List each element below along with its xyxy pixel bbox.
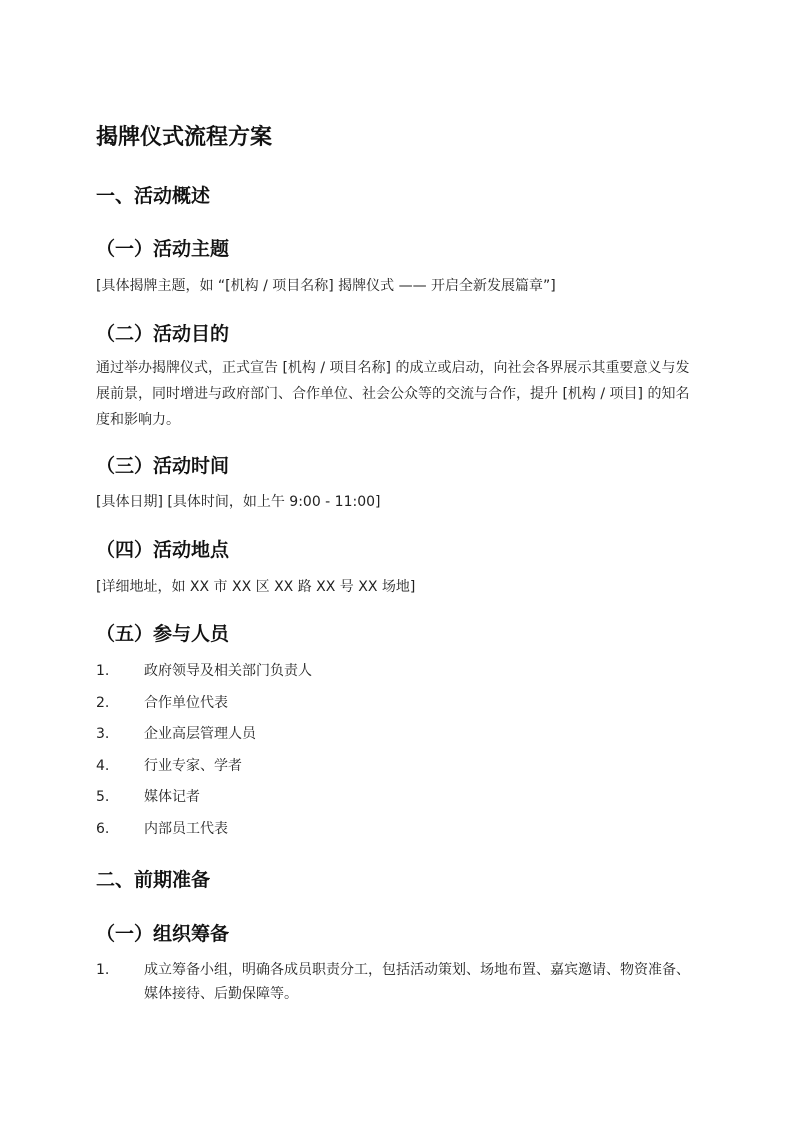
subsection-heading-theme: （一）活动主题 [96, 238, 230, 260]
paragraph-time: [具体日期] [具体时间，如上午 9:00 - 11:00] [96, 494, 381, 510]
subsection-heading-purpose: （二）活动目的 [96, 323, 230, 345]
list-item [96, 751, 702, 783]
subsection-heading-time: （三）活动时间 [96, 455, 230, 477]
list-item-number: 1. [96, 962, 110, 978]
list-item-text: 媒体记者 [144, 789, 200, 806]
section-heading-preparation: 二、前期准备 [96, 869, 211, 891]
section-heading-overview: 一、活动概述 [96, 185, 211, 207]
subsection-heading-location: （四）活动地点 [96, 539, 230, 561]
list-item [96, 958, 702, 1006]
list-item-text: 政府领导及相关部门负责人 [144, 663, 312, 679]
list-item [96, 719, 702, 751]
organization-list [96, 958, 702, 1006]
list-item [96, 656, 702, 688]
list-item [96, 782, 702, 814]
list-item-number: 5. [96, 789, 110, 806]
list-item-number: 1. [96, 663, 110, 679]
list-item-text: 行业专家、学者 [144, 757, 242, 774]
paragraph-location: [详细地址，如 XX 市 XX 区 XX 路 XX 号 XX 场地] [96, 579, 416, 595]
list-item-number: 2. [96, 694, 110, 711]
subsection-heading-organization: （一）组织筹备 [96, 923, 230, 945]
subsection-heading-participants: （五）参与人员 [96, 623, 230, 645]
list-item-text: 成立筹备小组，明确各成员职责分工，包括活动策划、场地布置、嘉宾邀请、物资准备、媒体接待、后勤保障等。 [144, 962, 690, 1002]
list-item [96, 688, 702, 720]
list-item-number: 3. [96, 726, 110, 743]
list-item-text: 合作单位代表 [144, 694, 228, 711]
paragraph-theme: [具体揭牌主题，如 “[机构 / 项目名称] 揭牌仪式 —— 开启全新发展篇章”] [96, 278, 556, 294]
participants-list [96, 656, 702, 846]
list-item [96, 814, 702, 846]
list-item-text: 内部员工代表 [144, 820, 228, 837]
list-item-number: 4. [96, 757, 110, 774]
paragraph-purpose: 通过举办揭牌仪式，正式宣告 [机构 / 项目名称] 的成立或启动，向社会各界展示其重要意义与发展前景，同时增进与政府部门、合作单位、社会公众等的交流与合作，提升 [机构 / 项目] 的知名度和影响力。 [96, 360, 690, 428]
list-item-number: 6. [96, 820, 110, 837]
list-item-text: 企业高层管理人员 [144, 726, 256, 743]
document-title: 揭牌仪式流程方案 [96, 125, 273, 150]
